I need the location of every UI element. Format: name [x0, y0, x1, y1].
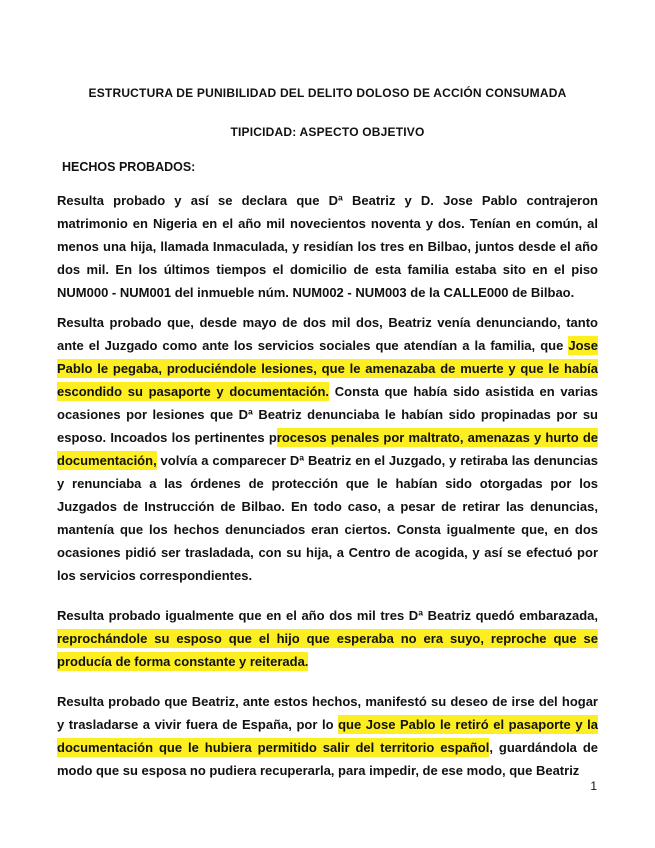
text-run: Consta que había sido asistida en varias ocasiones por lesiones que Dª Beatriz denunciaba le habían sido propinadas por su esposo. Incoados los pertinentes p: [57, 384, 598, 445]
highlighted-text: reprochándole su esposo que el hijo que esperaba no era suyo, reproche que se producía de forma constante y reiterada.: [57, 631, 598, 669]
paragraph-4: [57, 690, 598, 782]
text-run: Resulta probado y así se declara que Dª Beatriz y D. Jose Pablo contrajeron matrimonio en Nigeria en el año mil novecientos noventa y dos. Tenían en común, al menos una hija, llamada Inmaculada, y residían los tres en Bilbao, juntos desde el año dos mil. En los últimos tiempos el domicilio de esta familia estaba sito en el piso NUM000 - NUM001 del inmueble núm. NUM002 - NUM003 de la CALLE000 de Bilbao.: [57, 193, 598, 300]
text-run: Resulta probado que Beatriz, ante estos hechos, manifestó su deseo de irse del hogar y trasladarse a vivir fuera de España, por lo: [57, 694, 598, 732]
document-title: ESTRUCTURA DE PUNIBILIDAD DEL DELITO DOLOSO DE ACCIÓN CONSUMADA: [88, 86, 567, 100]
text-run: Resulta probado que, desde mayo de dos mil dos, Beatriz venía denunciando, tanto ante el Juzgado como ante los servicios sociales que atendían a la familia, que: [57, 315, 598, 353]
paragraph-1: [57, 189, 598, 304]
highlighted-text: Jose Pablo le pegaba, produciéndole lesiones, que le amenazaba de muerte y que le había escondido su pasaporte y documentación.: [57, 338, 598, 399]
paragraph-3: [57, 604, 598, 673]
text-run: Resulta probado igualmente que en el año dos mil tres Dª Beatriz quedó embarazada,: [57, 608, 598, 623]
highlighted-text: que Jose Pablo le retiró el pasaporte y la documentación que le hubiera permitido salir del territorio español: [57, 717, 598, 755]
section-heading: HECHOS PROBADOS:: [62, 160, 196, 174]
document-subtitle: TIPICIDAD: ASPECTO OBJETIVO: [230, 125, 425, 139]
highlighted-text: rocesos penales por maltrato, amenazas y hurto de documentación,: [57, 430, 598, 468]
text-run: , guardándola de modo que su esposa no pudiera recuperarla, para impedir, de ese modo, que Beatriz: [57, 740, 599, 778]
text-run: volvía a comparecer Dª Beatriz en el Juzgado, y retiraba las denuncias y renunciaba a las órdenes de protección que le habían sido otorgadas por los Juzgados de Instrucción de Bilbao. En todo caso, a pesar de retirar las denuncias, mantenía que los hechos denunciados eran ciertos. Consta igualmente que, en dos ocasiones pidió ser trasladada, con su hija, a Centro de acogida, y así se efectuó por los servicios correspondientes.: [57, 453, 598, 583]
page-number: 1: [590, 779, 597, 793]
paragraph-2: [57, 311, 598, 587]
